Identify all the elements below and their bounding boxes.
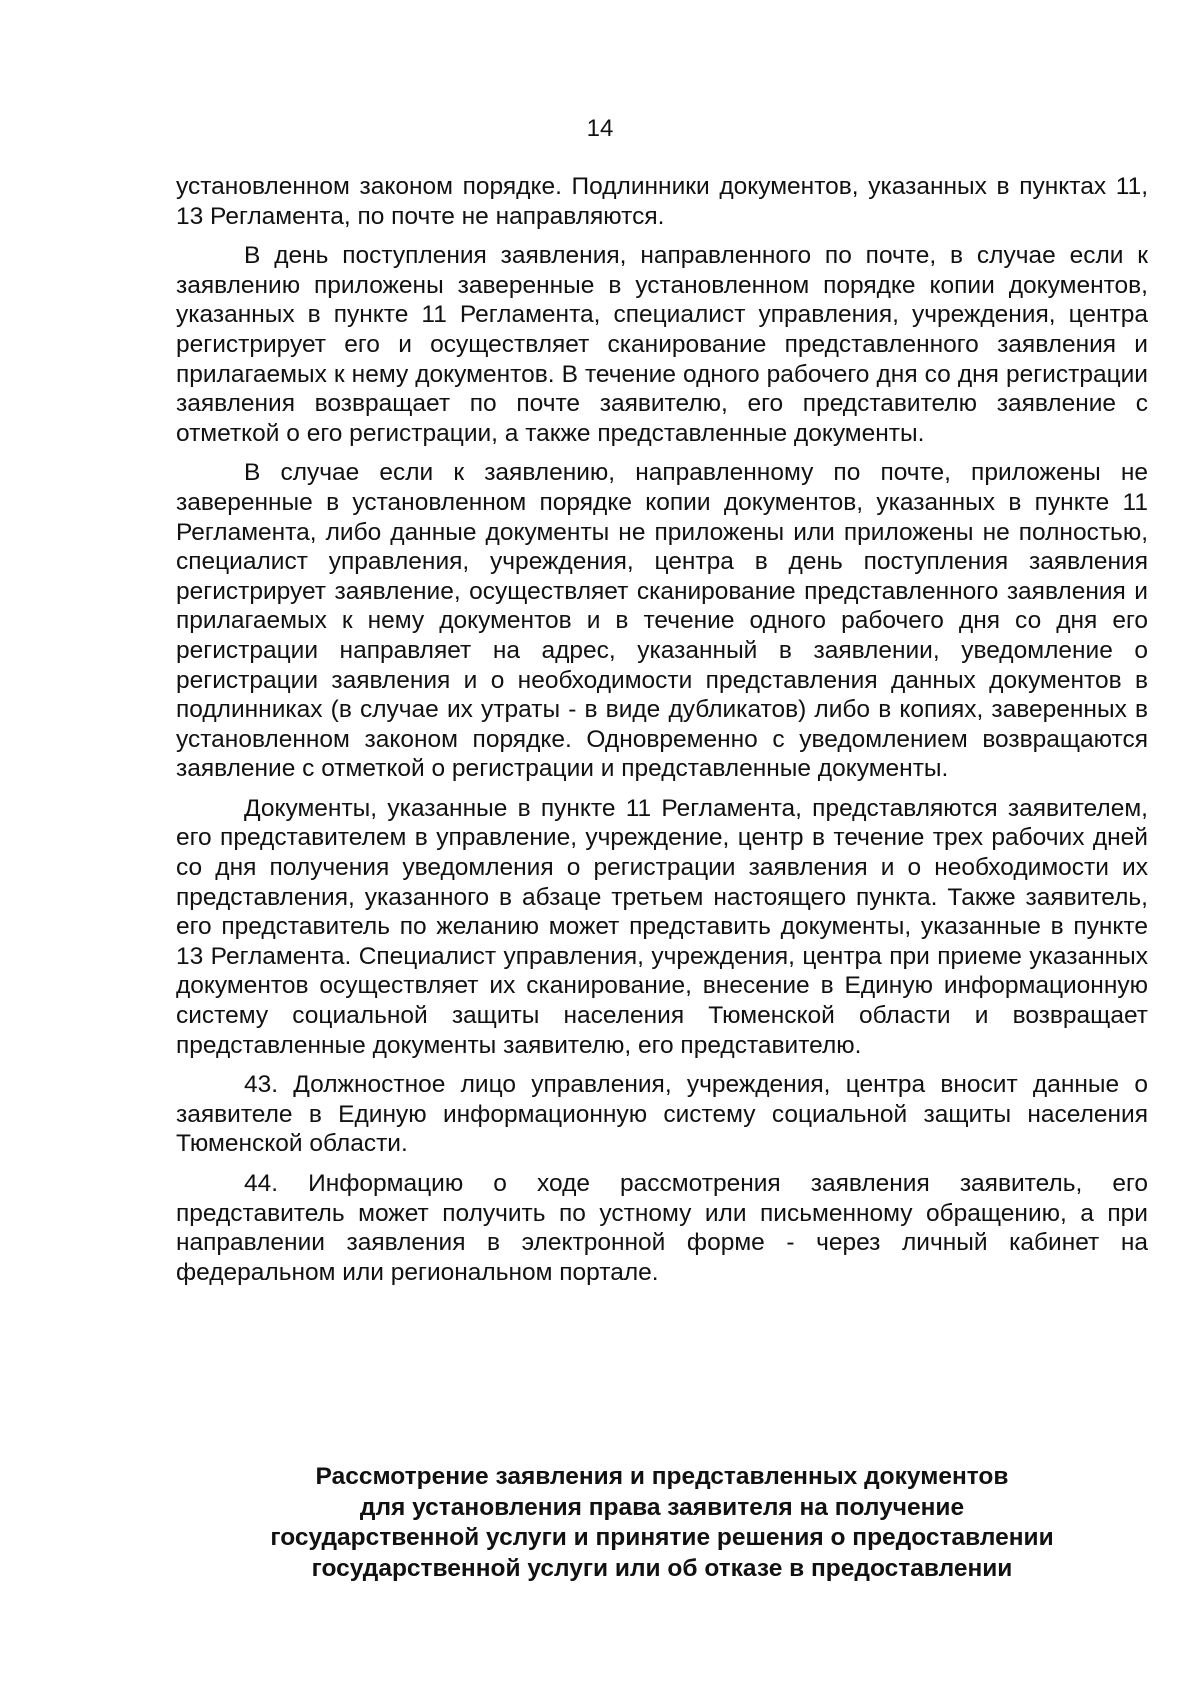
paragraph-continuation: установленном законом порядке. Подлинники документов, указанных в пунктах 11, 13 Регламента, по почте не направляются. xyxy=(176,173,1148,230)
paragraph-documents-submission: Документы, указанные в пункте 11 Регламента, представляются заявителем, его представителем в управление, учреждение, центр в течение трех рабочих дней со дня получения уведомления о регистрации заявления и о необходимости их представления, указанного в абзаце третьем настоящего пункта. Также заявитель, его представитель по желанию может представить документы, указанные в пункте 13 Регламента. Специалист управления, учреждения, центра при приеме указанных документов осуществляет их сканирование, внесение в Единую информационную систему социальной защиты населения Тюменской области и возвращает представленные документы заявителю, его представителю. xyxy=(176,794,1148,1059)
section-heading-line: государственной услуги и принятие решения о предоставлении xyxy=(270,1524,1054,1551)
body-text xyxy=(176,172,1148,1297)
section-heading-line: Рассмотрение заявления и представленных документов xyxy=(315,1463,1009,1490)
paragraph-item-44: 44. Информацию о ходе рассмотрения заявления заявитель, его представитель может получить по устному или письменному обращению, а при направлении заявления в электронной форме - через личный кабинет на федеральном или региональном портале. xyxy=(176,1170,1148,1286)
paragraph-item-43: 43. Должностное лицо управления, учреждения, центра вносит данные о заявителе в Единую информационную систему социальной защиты населения Тюменской области. xyxy=(176,1071,1148,1158)
section-heading-line: государственной услуги или об отказе в предоставлении xyxy=(311,1554,1013,1582)
section-heading xyxy=(150,1462,1174,1584)
section-heading-line: для установления права заявителя на получение xyxy=(359,1493,965,1521)
paragraph-postal-receipt: В день поступления заявления, направленного по почте, в случае если к заявлению приложены заверенные в установленном порядке копии документов, указанных в пункте 11 Регламента, специалист управления, учреждения, центра регистрирует его и осуществляет сканирование представленного заявления и прилагаемых к нему документов. В течение одного рабочего дня со дня регистрации заявления возвращает по почте заявителю, его представителю заявление с отметкой о его регистрации, а также представленные документы. xyxy=(176,242,1148,447)
paragraph-uncertified-copies: В случае если к заявлению, направленному по почте, приложены не заверенные в установленном порядке копии документов, указанных в пункте 11 Регламента, либо данные документы не приложены или приложены не полностью, специалист управления, учреждения, центра в день поступления заявления регистрирует заявление, осуществляет сканирование представленного заявления и прилагаемых к нему документов и в течение одного рабочего дня со дня его регистрации направляет на адрес, указанный в заявлении, уведомление о регистрации заявления и о необходимости представления данных документов в подлинниках (в случае их утраты - в виде дубликатов) либо в копиях, заверенных в установленном законом порядке. Одновременно с уведомлением возвращаются заявление с отметкой о регистрации и представленные документы. xyxy=(176,459,1148,783)
page-number: 14 xyxy=(586,115,614,142)
